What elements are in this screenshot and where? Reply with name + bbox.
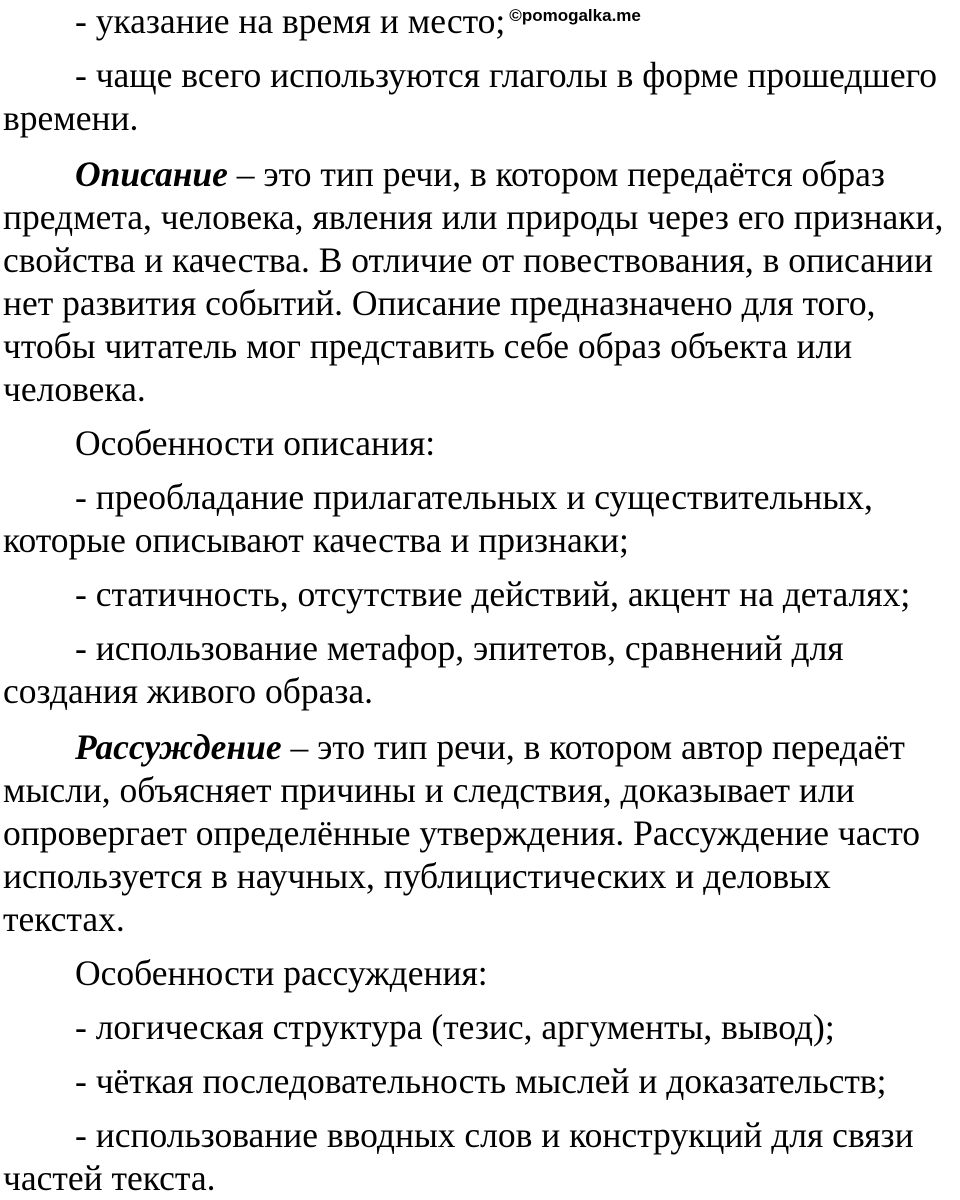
list-item-past-tense: [3, 54, 957, 140]
paragraph-text: – это тип речи, в котором автор передаёт мысли, объясняет причины и следствия, доказывает или опровергает определённые утверждения. Рассуждение часто используется в научных, публицистических и деловых текстах.: [3, 727, 921, 939]
list-item-logical-structure: [3, 1006, 957, 1049]
paragraph-text: - использование метафор, эпитетов, сравнений для создания живого образа.: [3, 628, 844, 711]
term-reasoning: Рассуждение: [75, 727, 282, 767]
section-heading-reasoning-features: [3, 952, 957, 995]
list-item-time-place: [3, 0, 957, 43]
paragraph-text: Особенности рассуждения:: [75, 953, 488, 993]
section-heading-description-features: [3, 422, 957, 465]
paragraph-text: - логическая структура (тезис, аргументы, вывод);: [75, 1007, 835, 1047]
paragraph-text: - статичность, отсутствие действий, акцент на деталях;: [75, 574, 911, 614]
term-description: Описание: [75, 154, 228, 194]
paragraph-text: - использование вводных слов и конструкций для связи частей текста.: [3, 1115, 914, 1198]
list-item-static: [3, 573, 957, 616]
paragraph-text: – это тип речи, в котором передаётся образ предмета, человека, явления или природы через его признаки, свойства и качества. В отличие от повествования, в описании нет развития событий. Описание предназначено для того, чтобы читатель мог представить себе образ объекта или человека.: [3, 154, 944, 409]
paragraph-text: - преобладание прилагательных и существительных, которые описывают качества и признаки;: [3, 477, 873, 560]
definition-reasoning: [3, 726, 957, 941]
watermark: ©pomogalka.me: [509, 6, 641, 25]
definition-description: [3, 153, 957, 411]
paragraph-text: - чёткая последовательность мыслей и доказательств;: [75, 1061, 887, 1101]
paragraph-text: - чаще всего используются глаголы в форме прошедшего времени.: [3, 55, 938, 138]
list-item-introductory-words: [3, 1114, 957, 1200]
list-item-sequence: [3, 1060, 957, 1103]
list-item-adjectives: [3, 476, 957, 562]
paragraph-text: - указание на время и место;: [75, 1, 506, 41]
list-item-metaphors: [3, 627, 957, 713]
paragraph-text: Особенности описания:: [75, 423, 436, 463]
document-page: [3, 0, 957, 1200]
